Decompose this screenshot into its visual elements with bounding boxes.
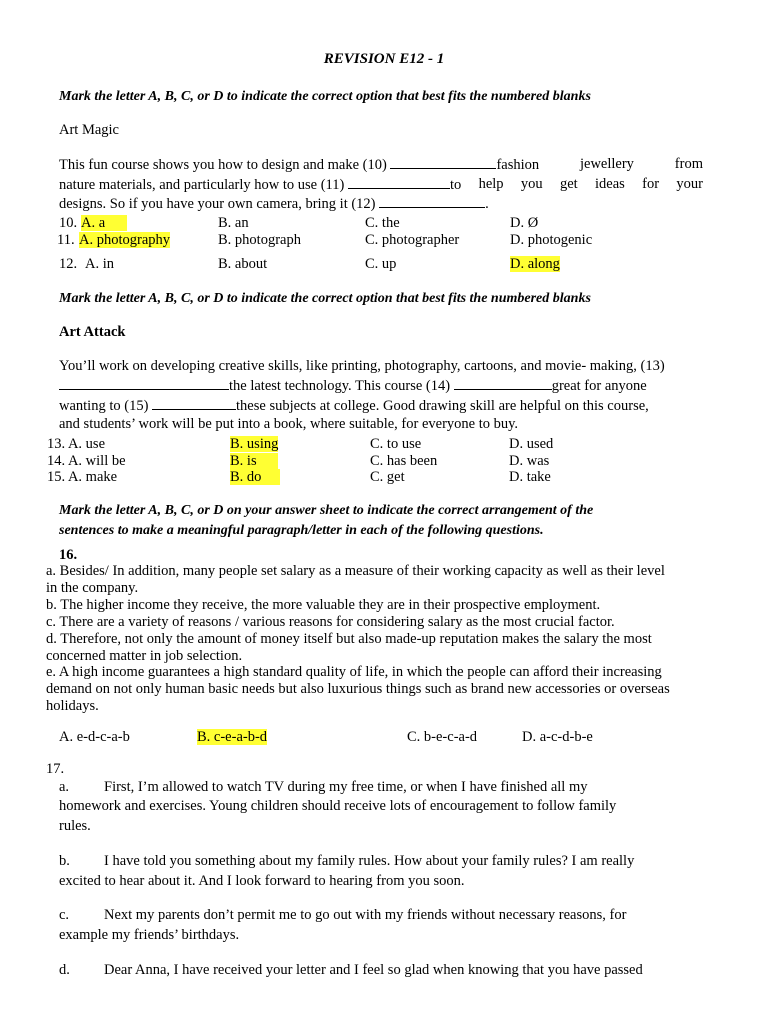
section1-paragraph-line1: This fun course shows you how to design and make (10) fashion jewellery from bbox=[59, 156, 703, 173]
section1-heading: Art Magic bbox=[59, 122, 119, 138]
q14-option-a[interactable]: 14. A. will be bbox=[47, 453, 126, 469]
q16-line: e. A high income guarantees a high standard quality of life, in which the people can afford their increasing bbox=[46, 664, 662, 681]
q16-option-b[interactable]: B. c-e-a-b-d bbox=[197, 729, 268, 745]
q16-line: holidays. bbox=[46, 698, 99, 715]
q16-line: demand on not only human basic needs but also luxurious things such as brand new accessories or overseas bbox=[46, 681, 670, 698]
q12-option-d[interactable]: D. along bbox=[510, 256, 560, 272]
section1-paragraph-line2: nature materials, and particularly how to use (11) to help you get ideas for your bbox=[59, 176, 703, 193]
section2-heading: Art Attack bbox=[59, 324, 126, 340]
section2-paragraph-line2: the latest technology. This course (14) great for anyone bbox=[59, 377, 647, 395]
q11-number: 11. bbox=[57, 232, 75, 248]
q12-option-a[interactable]: A. in bbox=[85, 256, 114, 272]
q13-option-c[interactable]: C. to use bbox=[370, 436, 422, 452]
q14-option-c[interactable]: C. has been bbox=[370, 453, 438, 469]
q13-option-a[interactable]: 13. A. use bbox=[47, 436, 105, 452]
section3-instruction-line2: sentences to make a meaningful paragraph/letter in each of the following questions. bbox=[59, 523, 544, 538]
q16-line: d. Therefore, not only the amount of money itself but also made-up reputation makes the salary the most bbox=[46, 630, 652, 647]
q15-option-c[interactable]: C. get bbox=[370, 469, 405, 485]
q17-a-line1: First, I’m allowed to watch TV during my free time, or when I have finished all my bbox=[104, 779, 588, 795]
section2-paragraph-line3: wanting to (15) these subjects at college. Good drawing skill are helpful on this course, bbox=[59, 398, 649, 414]
q10-number: 10. bbox=[59, 215, 78, 231]
q17-b-line1: I have told you something about my family rules. How about your family rules? I am really bbox=[104, 853, 635, 869]
q17-b-line2: excited to hear about it. And I look forward to hearing from you soon. bbox=[59, 873, 465, 889]
q11-option-d[interactable]: D. photogenic bbox=[510, 232, 593, 248]
q16-option-a[interactable]: A. e-d-c-a-b bbox=[59, 729, 130, 745]
section3-instruction-line1: Mark the letter A, B, C, or D on your answer sheet to indicate the correct arrangement of the bbox=[59, 503, 594, 518]
q16-line: a. Besides/ In addition, many people set salary as a measure of their working capacity as well as their level bbox=[46, 563, 665, 579]
q11-option-a[interactable]: A. photography bbox=[79, 232, 171, 248]
q17-d-line1: Dear Anna, I have received your letter and I feel so glad when knowing that you have passed bbox=[104, 962, 643, 978]
q10-option-c[interactable]: C. the bbox=[365, 215, 400, 231]
q16-line: c. There are a variety of reasons / various reasons for considering salary as the most crucial factor. bbox=[46, 613, 615, 630]
q13-option-d[interactable]: D. used bbox=[509, 436, 554, 452]
q13-option-b[interactable]: B. using bbox=[230, 436, 279, 452]
q15-option-a[interactable]: 15. A. make bbox=[47, 469, 118, 485]
q16-sentences bbox=[46, 563, 670, 715]
section1-instruction: Mark the letter A, B, C, or D to indicate the correct option that best fits the numbered blanks bbox=[59, 89, 591, 104]
q16-number: 16. bbox=[59, 547, 78, 563]
q16-line: in the company. bbox=[46, 579, 139, 596]
q17-c-line1: Next my parents don’t permit me to go out with my friends without necessary reasons, for bbox=[104, 907, 627, 923]
section2-paragraph-line1: You’ll work on developing creative skills, like printing, photography, cartoons, and movie- making, (13) bbox=[59, 358, 665, 374]
section2-paragraph-line4: and students’ work will be put into a book, where suitable, for everyone to buy. bbox=[59, 416, 519, 432]
q10-option-d[interactable]: D. Ø bbox=[510, 215, 539, 231]
q12-number: 12. bbox=[59, 256, 78, 272]
page-title: REVISION E12 - 1 bbox=[323, 51, 445, 67]
q16-line: concerned matter in job selection. bbox=[46, 647, 243, 664]
q16-line: b. The higher income they receive, the more valuable they are in their prospective employment. bbox=[46, 596, 601, 613]
q12-option-b[interactable]: B. about bbox=[218, 256, 268, 272]
q17-d-label: d. bbox=[59, 962, 70, 978]
q10-option-b[interactable]: B. an bbox=[218, 215, 249, 231]
q17-a-label: a. bbox=[59, 779, 70, 795]
q17-number: 17. bbox=[46, 761, 65, 777]
q14-option-b[interactable]: B. is bbox=[230, 453, 278, 470]
q12-option-c[interactable]: C. up bbox=[365, 256, 397, 272]
q17-c-line2: example my friends’ birthdays. bbox=[59, 927, 240, 943]
q10-option-a[interactable]: A. a bbox=[81, 215, 127, 232]
q17-c-label: c. bbox=[59, 907, 70, 923]
q15-option-b[interactable]: B. do bbox=[230, 469, 280, 486]
q11-option-b[interactable]: B. photograph bbox=[218, 232, 301, 248]
q17-b-label: b. bbox=[59, 853, 70, 869]
q17-a-line3: rules. bbox=[59, 818, 91, 834]
q16-option-d[interactable]: D. a-c-d-b-e bbox=[522, 729, 593, 745]
section2-instruction: Mark the letter A, B, C, or D to indicate the correct option that best fits the numbered blanks bbox=[59, 291, 591, 306]
q17-a-line2: homework and exercises. Young children should receive lots of encouragement to follow family bbox=[59, 798, 617, 814]
q15-option-d[interactable]: D. take bbox=[509, 469, 551, 485]
q14-option-d[interactable]: D. was bbox=[509, 453, 550, 469]
section1-paragraph-line3: designs. So if you have your own camera, bring it (12) . bbox=[59, 196, 489, 212]
q16-option-c[interactable]: C. b-e-c-a-d bbox=[407, 729, 478, 745]
q11-option-c[interactable]: C. photographer bbox=[365, 232, 460, 248]
